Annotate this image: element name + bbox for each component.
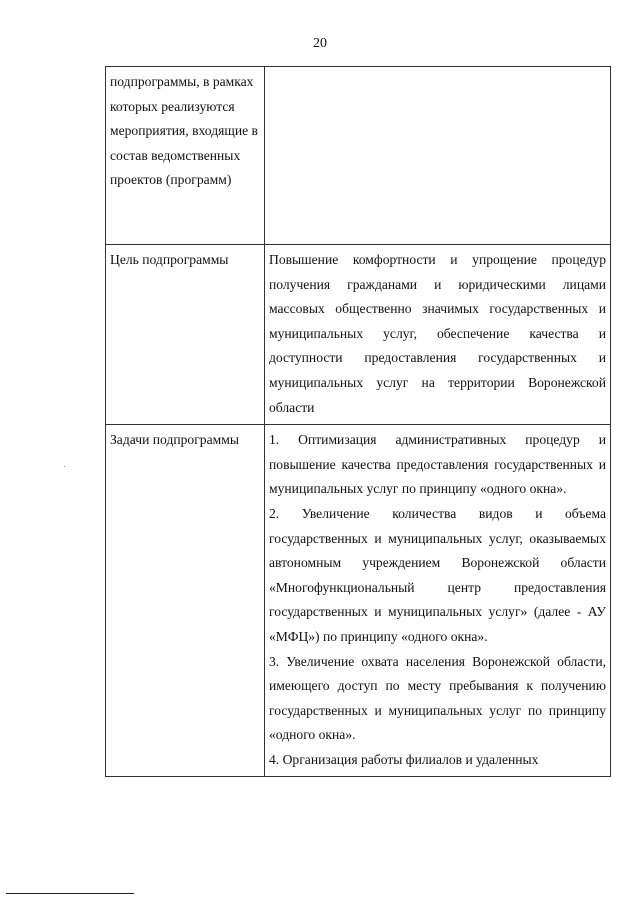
row-label-tasks: Задачи подпрограммы bbox=[106, 425, 265, 777]
row-content-subprograms bbox=[265, 67, 611, 245]
task-item-2: 2. Увеличение количества видов и объема государственных и муниципальных услуг, оказываемых автономным учреждением Воронежской области «Многофункциональный центр предоставления государственных и муниципальных услуг» (далее - АУ «МФЦ») по принципу «одного окна». bbox=[269, 505, 606, 644]
row-content-goal: Повышение комфортности и упрощение процедур получения гражданами и юридическими лицами массовых общественно значимых государственных и муниципальных услуг, обеспечение качества и доступности предоставления государственных и муниципальных услуг на территории Воронежской области bbox=[265, 245, 611, 425]
scan-speck bbox=[64, 466, 65, 467]
task-item-1: 1. Оптимизация административных процедур и повышение качества предоставления государственных и муниципальных услуг по принципу «одного окна». bbox=[269, 432, 606, 497]
row-content-tasks bbox=[265, 425, 611, 777]
footnote-separator bbox=[6, 893, 134, 894]
program-passport-table bbox=[105, 66, 611, 777]
table-row bbox=[106, 245, 611, 425]
table-row bbox=[106, 67, 611, 245]
row-label-goal: Цель подпрограммы bbox=[106, 245, 265, 425]
page-number: 20 bbox=[313, 36, 327, 51]
table-row bbox=[106, 425, 611, 777]
task-item-3: 3. Увеличение охвата населения Воронежской области, имеющего доступ по месту пребывания к получению государственных и муниципальных услуг по принципу «одного окна». bbox=[269, 653, 606, 743]
row-label-subprograms: подпрограммы, в рамках которых реализуются мероприятия, входящие в состав ведомственных проектов (программ) bbox=[106, 67, 265, 245]
task-item-4: 4. Организация работы филиалов и удаленных bbox=[269, 751, 539, 767]
